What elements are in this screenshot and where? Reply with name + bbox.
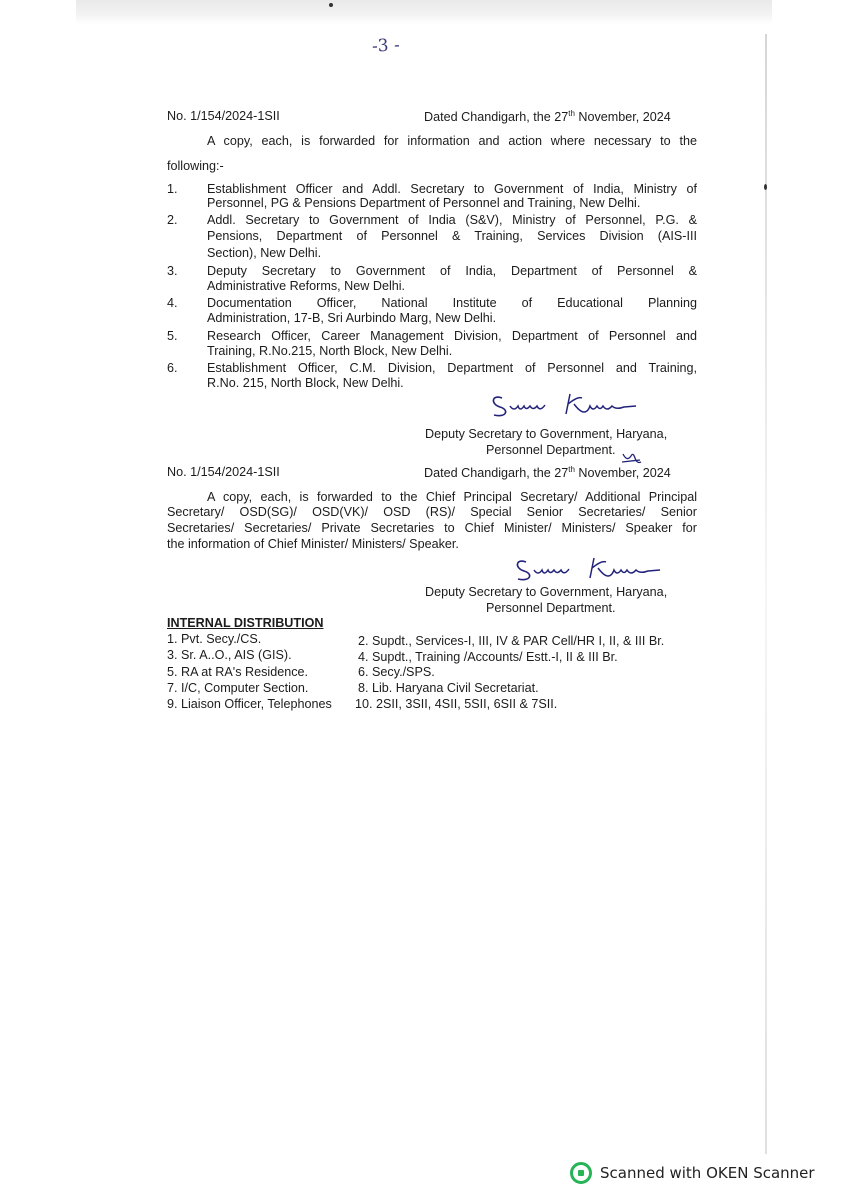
initials-mark (620, 448, 642, 466)
distribution-right-item: 4. Supdt., Training /Accounts/ Estt.-I, II & III Br. (358, 650, 618, 664)
memo1-item-line: Training, R.No.215, North Block, New Delhi. (207, 344, 453, 358)
scanner-watermark (570, 1160, 815, 1186)
distribution-right-item: 8. Lib. Haryana Civil Secretariat. (358, 681, 539, 695)
memo1-item-num: 3. (167, 264, 178, 278)
oken-scanner-logo-icon (570, 1162, 592, 1184)
memo1-item-line: Personnel, PG & Pensions Department of Personnel and Training, New Delhi. (207, 196, 641, 210)
distribution-left-item: 1. Pvt. Secy./CS. (167, 632, 262, 646)
memo1-item-line: Section), New Delhi. (207, 246, 322, 260)
memo1-item-num: 6. (167, 361, 178, 375)
distribution-left-item: 9. Liaison Officer, Telephones (167, 697, 332, 711)
memo1-intro-line2: following:- (167, 159, 224, 173)
memo1-item-line: Administration, 17-B, Sri Aurbindo Marg, New Delhi. (207, 311, 497, 325)
distribution-right-item: 10. 2SII, 3SII, 4SII, 5SII, 6SII & 7SII. (355, 697, 558, 711)
memo2-designation-line2: Personnel Department. (486, 601, 616, 615)
memo2-signature (512, 552, 692, 586)
memo1-item-line: Establishment Officer and Addl. Secretary to Government of India, Ministry of (207, 182, 697, 196)
memo1-number: No. 1/154/2024-1SII (167, 109, 280, 123)
memo1-intro-line1: A copy, each, is forwarded for information and action where necessary to the (207, 134, 697, 148)
memo2-para-line: A copy, each, is forwarded to the Chief Principal Secretary/ Additional Principal (207, 490, 697, 504)
memo2-para-line: Secretaries/ Secretaries/ Private Secretaries to Chief Minister/ Ministers/ Speaker for (167, 521, 697, 535)
memo2-designation-line1: Deputy Secretary to Government, Haryana, (425, 585, 668, 599)
memo1-date (424, 109, 671, 124)
memo2-date-prefix: Dated Chandigarh, the 27 (424, 466, 569, 481)
memo1-item-num: 4. (167, 296, 178, 310)
memo1-item-line: Administrative Reforms, New Delhi. (207, 279, 406, 293)
distribution-left-item: 5. RA at RA's Residence. (167, 665, 309, 679)
internal-distribution-heading: INTERNAL DISTRIBUTION (167, 616, 324, 630)
memo2-para-line: Secretary/ OSD(SG)/ OSD(VK)/ OSD (RS)/ Special Senior Secretaries/ Senior (167, 505, 697, 519)
scan-right-edge (765, 34, 767, 1154)
memo1-item-line: Research Officer, Career Management Division, Department of Personnel and (207, 329, 697, 343)
distribution-left-item: 3. Sr. A..O., AIS (GIS). (167, 648, 292, 662)
memo1-item-num: 1. (167, 182, 178, 196)
scan-top-shadow (76, 0, 772, 24)
memo1-item-line: R.No. 215, North Block, New Delhi. (207, 376, 404, 390)
memo2-para-line: the information of Chief Minister/ Ministers/ Speaker. (167, 537, 459, 551)
memo1-date-prefix: Dated Chandigarh, the 27 (424, 110, 569, 125)
memo1-item-line: Addl. Secretary to Government of India (S&V), Ministry of Personnel, P.G. & (207, 213, 697, 227)
memo1-item-line: Establishment Officer, C.M. Division, Department of Personnel and Training, (207, 361, 697, 375)
scan-speck (329, 3, 333, 7)
memo2-date-suffix: November, 2024 (574, 466, 671, 481)
memo1-date-suffix: November, 2024 (574, 110, 671, 125)
memo1-date-sup: th (568, 109, 575, 118)
memo1-signature (488, 388, 668, 422)
memo2-date (424, 465, 671, 480)
memo1-designation-line1: Deputy Secretary to Government, Haryana, (425, 427, 668, 441)
scanner-watermark-text: Scanned with OKEN Scanner (600, 1164, 815, 1182)
memo1-item-line: Documentation Officer, National Institute of Educational Planning (207, 296, 697, 310)
memo2-number: No. 1/154/2024-1SII (167, 465, 280, 479)
distribution-right-item: 6. Secy./SPS. (358, 665, 435, 679)
memo1-item-num: 2. (167, 213, 178, 227)
memo1-item-num: 5. (167, 329, 178, 343)
distribution-right-item: 2. Supdt., Services-I, III, IV & PAR Cell/HR I, II, & III Br. (358, 634, 665, 648)
memo1-item-line: Deputy Secretary to Government of India, Department of Personnel & (207, 264, 697, 278)
memo1-item-line: Pensions, Department of Personnel & Training, Services Division (AIS-III (207, 229, 697, 243)
scan-speck (764, 184, 767, 190)
memo1-designation-line2: Personnel Department. (486, 443, 616, 457)
page-number: -3 - (371, 35, 401, 57)
distribution-left-item: 7. I/C, Computer Section. (167, 681, 309, 695)
memo2-date-sup: th (568, 465, 575, 474)
